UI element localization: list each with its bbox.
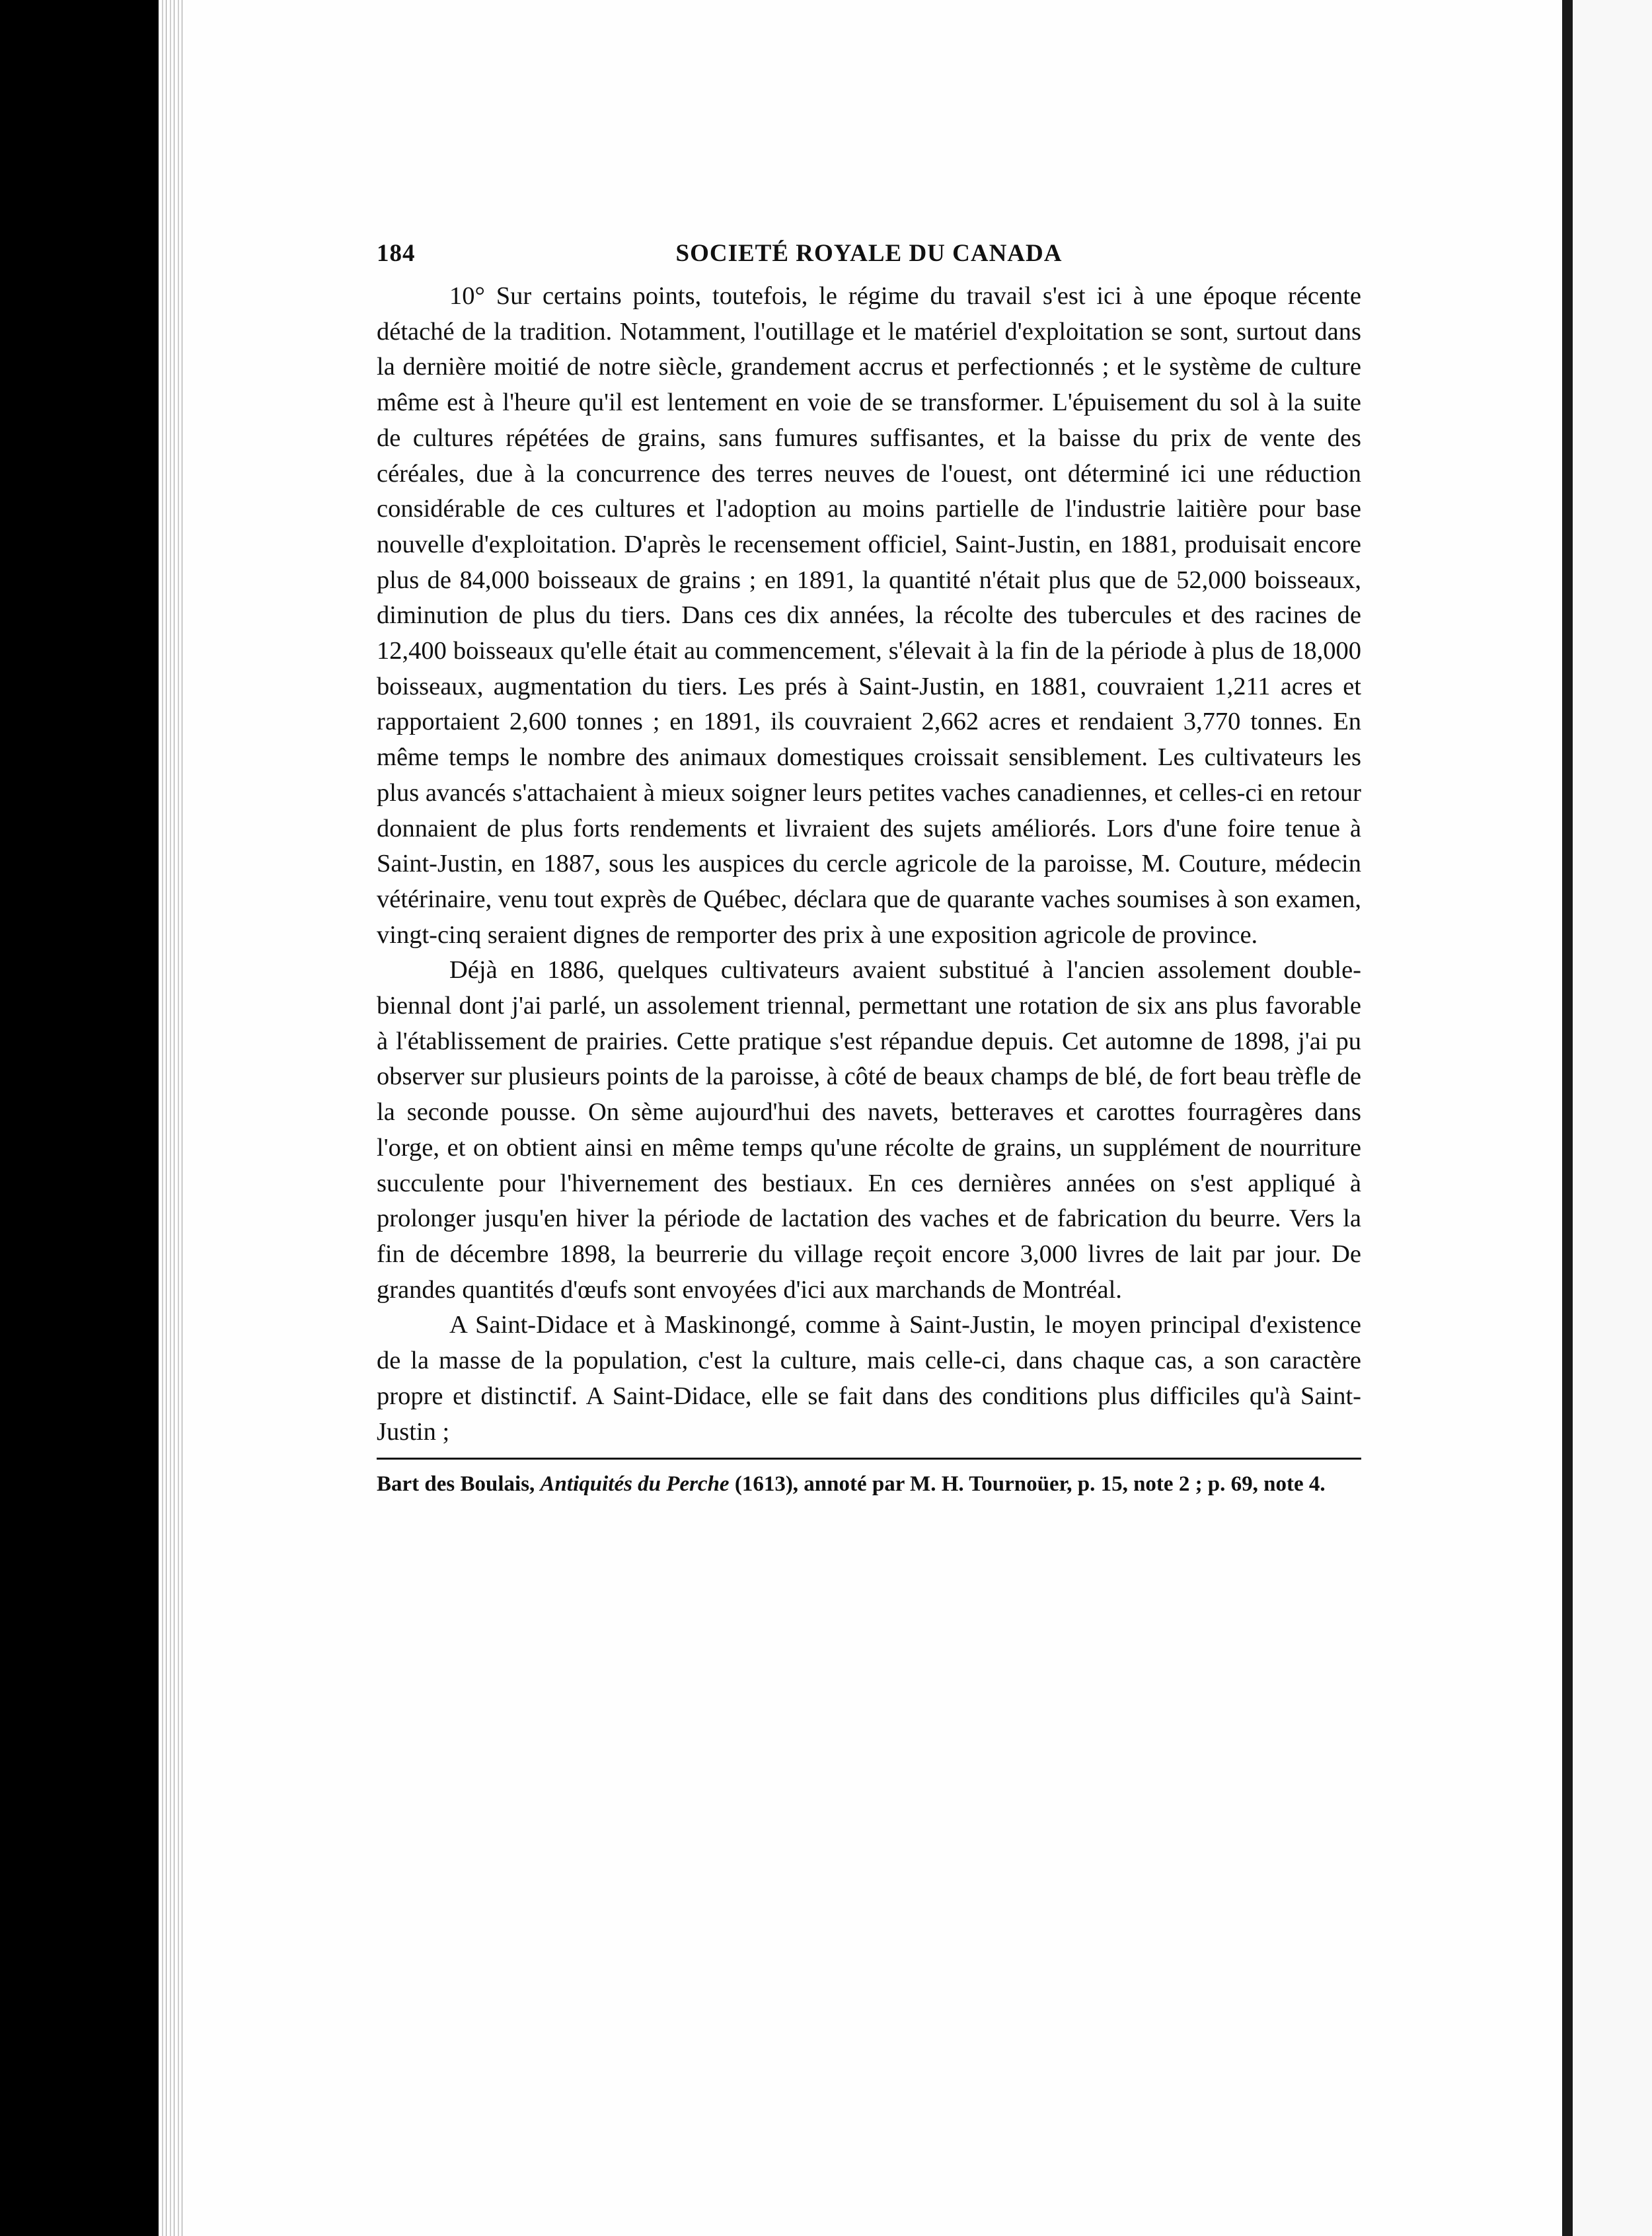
facing-page-edge	[1573, 0, 1652, 2236]
footnote-author: Bart des Boulais,	[377, 1472, 535, 1497]
footnote-book-title: Antiquités du Perche	[540, 1472, 730, 1497]
paragraph: Déjà en 1886, quelques cultivateurs avaient substitué à l'ancien assolement double-biennal dont j'ai parlé, un assolement triennal, permettant une rotation de six ans plus favorable à l'établissement de prairies. Cette pratique s'est répandue depuis. Cet automne de 1898, j'ai pu observer sur plusieurs points de la paroisse, à côté de beaux champs de blé, de fort beau trèfle de la seconde pousse. On sème aujourd'hui des navets, betteraves et carottes fourragères dans l'orge, et on obtient ainsi en même temps qu'une récolte de grains, un supplément de nourriture succulente pour l'hivernement des bestiaux. En ces dernières années on s'est appliqué à prolonger jusqu'en hiver la période de lactation des vaches et de fabrication du beurre. Vers la fin de décembre 1898, la beurrerie du village reçoit encore 3,000 livres de lait par jour. De grandes quantités d'œufs sont envoyées d'ici aux marchands de Montréal.	[377, 956, 1361, 1304]
footnote-rule	[377, 1458, 1361, 1460]
running-head	[377, 233, 1361, 279]
page-header-title: SOCIETÉ ROYALE DU CANADA	[675, 240, 1063, 267]
page-text-block	[377, 233, 1361, 1499]
page-number: 184	[377, 240, 416, 267]
paragraph: A Saint-Didace et à Maskinongé, comme à Saint-Justin, le moyen principal d'existence de la masse de la population, c'est la culture, mais celle-ci, dans chaque cas, a son caractère propre et distinctif. A Saint-Didace, elle se fait dans des conditions plus difficiles qu'à Saint-Justin ;	[377, 1311, 1361, 1446]
footnote-reference: (1613), annoté par M. H. Tournoüer, p. 15, note 2 ; p. 69, note 4.	[734, 1472, 1326, 1497]
paragraph: 10° Sur certains points, toutefois, le régime du travail s'est ici à une époque récente détaché de la tradition. Notamment, l'outillage et le matériel d'exploitation se sont, surtout dans la dernière moitié de notre siècle, grandement accrus et perfectionnés ; et le système de culture même est à l'heure qu'il est lentement en voie de se transformer. L'épuisement du sol à la suite de cultures répétées de grains, sans fumures suffisantes, et la baisse du prix de vente des céréales, due à la concurrence des terres neuves de l'ouest, ont déterminé ici une réduction considérable de ces cultures et l'adoption au moins partielle de l'industrie laitière pour base nouvelle d'exploitation. D'après le recensement officiel, Saint-Justin, en 1881, produisait encore plus de 84,000 boisseaux de grains ; en 1891, la quantité n'était plus que de 52,000 boisseaux, diminution de plus du tiers. Dans ces dix années, la récolte des tubercules et des racines de 12,400 boisseaux qu'elle était au commencement, s'élevait à la fin de la période à plus de 18,000 boisseaux, augmentation du tiers. Les prés à Saint-Justin, en 1881, couvraient 1,211 acres et rapportaient 2,600 tonnes ; en 1891, ils couvraient 2,662 acres et rendaient 3,770 tonnes. En même temps le nombre des animaux domestiques croissait sensiblement. Les cultivateurs les plus avancés s'attachaient à mieux soigner leurs petites vaches canadiennes, et celles-ci en retour donnaient de plus forts rendements et livraient des sujets améliorés. Lors d'une foire tenue à Saint-Justin, en 1887, sous les auspices du cercle agricole de la paroisse, M. Couture, médecin vétérinaire, venu tout exprès de Québec, déclara que de quarante vaches soumises à son examen, vingt-cinq seraient dignes de remporter des prix à une exposition agricole de province.	[377, 282, 1361, 949]
scan-left-border	[0, 0, 132, 2236]
footnote	[377, 1469, 1361, 1499]
book-gutter	[1562, 0, 1573, 2236]
body-text	[377, 279, 1361, 1450]
